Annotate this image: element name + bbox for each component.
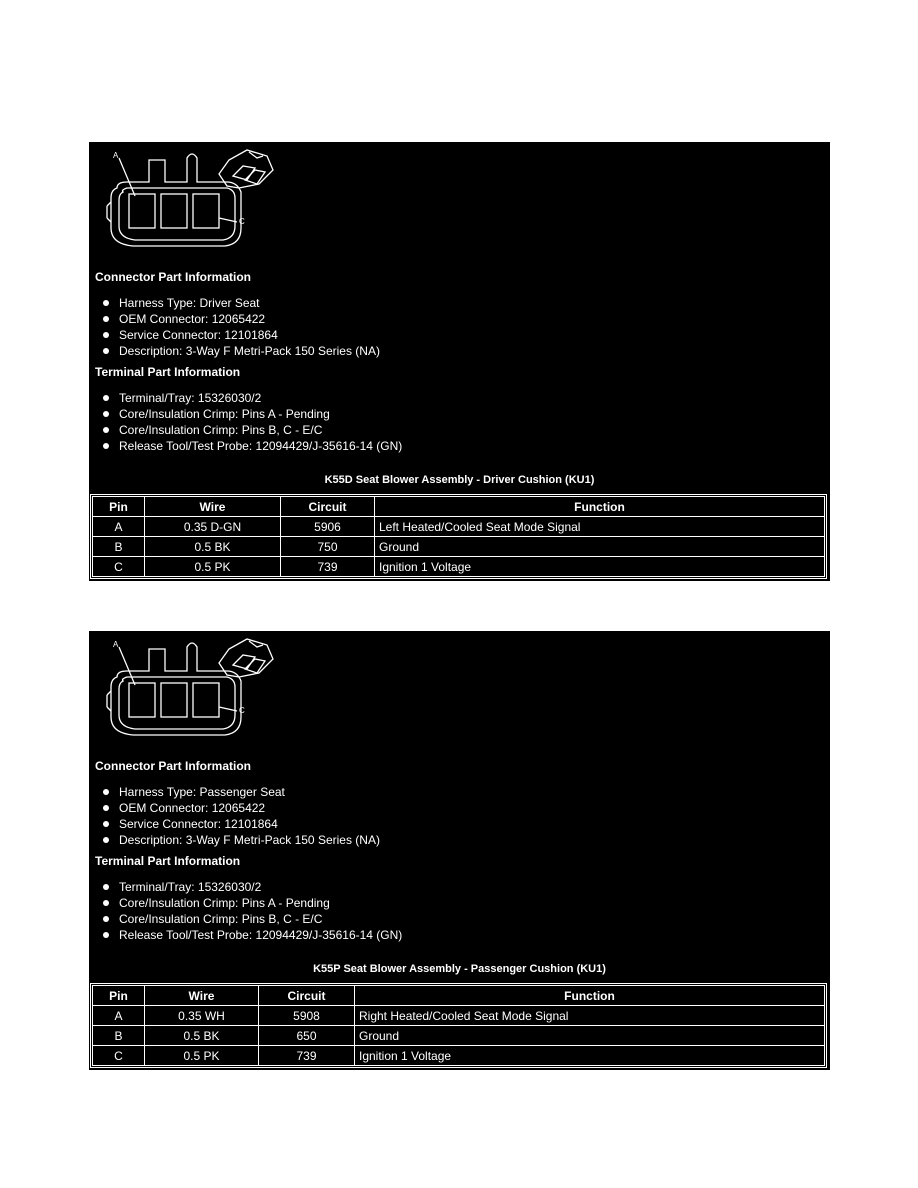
list-item: Core/Insulation Crimp: Pins B, C - E/C xyxy=(101,912,402,928)
column-header: Circuit xyxy=(259,986,355,1006)
list-item: Harness Type: Driver Seat xyxy=(101,296,380,312)
table-row xyxy=(93,1046,825,1066)
circuit-cell: 739 xyxy=(259,1046,355,1066)
function-cell: Ignition 1 Voltage xyxy=(375,557,825,577)
column-header: Pin xyxy=(93,986,145,1006)
table-row xyxy=(93,517,825,537)
terminal-info-list xyxy=(101,391,402,455)
list-item: Service Connector: 12101864 xyxy=(101,328,380,344)
list-item: Core/Insulation Crimp: Pins A - Pending xyxy=(101,896,402,912)
connector-heading: Connector Part Information xyxy=(95,270,252,284)
pin-cell: A xyxy=(93,1006,145,1026)
table-header-row xyxy=(93,497,825,517)
table-row xyxy=(93,537,825,557)
connector-diagram xyxy=(97,146,277,256)
pin-cell: C xyxy=(93,1046,145,1066)
wire-cell: 0.5 BK xyxy=(145,1026,259,1046)
function-cell: Left Heated/Cooled Seat Mode Signal xyxy=(375,517,825,537)
circuit-cell: 650 xyxy=(259,1026,355,1046)
pin-c-label: C xyxy=(239,217,245,226)
pinout-table xyxy=(92,985,825,1066)
pin-a-label: A xyxy=(113,640,119,649)
connector-info-list xyxy=(101,785,380,849)
table-caption: K55P Seat Blower Assembly - Passenger Cushion (KU1) xyxy=(313,963,606,975)
table-caption: K55D Seat Blower Assembly - Driver Cushion (KU1) xyxy=(324,474,595,486)
table-row xyxy=(93,1006,825,1026)
pin-cell: B xyxy=(93,537,145,557)
function-cell: Ignition 1 Voltage xyxy=(355,1046,825,1066)
connector-panel-driver xyxy=(89,142,830,581)
terminal-heading: Terminal Part Information xyxy=(95,365,241,379)
table-header-row xyxy=(93,986,825,1006)
pin-cell: B xyxy=(93,1026,145,1046)
circuit-cell: 5906 xyxy=(281,517,375,537)
circuit-cell: 739 xyxy=(281,557,375,577)
column-header: Function xyxy=(355,986,825,1006)
column-header: Wire xyxy=(145,986,259,1006)
list-item: OEM Connector: 12065422 xyxy=(101,801,380,817)
list-item: Service Connector: 12101864 xyxy=(101,817,380,833)
connector-diagram xyxy=(97,635,277,745)
circuit-cell: 5908 xyxy=(259,1006,355,1026)
function-cell: Ground xyxy=(375,537,825,557)
pin-cell: A xyxy=(93,517,145,537)
column-header: Wire xyxy=(145,497,281,517)
circuit-cell: 750 xyxy=(281,537,375,557)
list-item: Release Tool/Test Probe: 12094429/J-35616-14 (GN) xyxy=(101,439,402,455)
list-item: Core/Insulation Crimp: Pins A - Pending xyxy=(101,407,402,423)
function-cell: Ground xyxy=(355,1026,825,1046)
pin-a-label: A xyxy=(113,151,119,160)
list-item: Core/Insulation Crimp: Pins B, C - E/C xyxy=(101,423,402,439)
list-item: Terminal/Tray: 15326030/2 xyxy=(101,391,402,407)
wire-cell: 0.35 D-GN xyxy=(145,517,281,537)
connector-panel-passenger xyxy=(89,631,830,1070)
list-item: Harness Type: Passenger Seat xyxy=(101,785,380,801)
pinout-table xyxy=(92,496,825,577)
pin-cell: C xyxy=(93,557,145,577)
function-cell: Right Heated/Cooled Seat Mode Signal xyxy=(355,1006,825,1026)
table-row xyxy=(93,1026,825,1046)
wire-cell: 0.5 PK xyxy=(145,557,281,577)
table-row xyxy=(93,557,825,577)
list-item: Description: 3-Way F Metri-Pack 150 Series (NA) xyxy=(101,833,380,849)
list-item: Terminal/Tray: 15326030/2 xyxy=(101,880,402,896)
wire-cell: 0.5 BK xyxy=(145,537,281,557)
column-header: Function xyxy=(375,497,825,517)
list-item: Description: 3-Way F Metri-Pack 150 Series (NA) xyxy=(101,344,380,360)
pin-c-label: C xyxy=(239,706,245,715)
list-item: OEM Connector: 12065422 xyxy=(101,312,380,328)
connector-info-list xyxy=(101,296,380,360)
column-header: Circuit xyxy=(281,497,375,517)
column-header: Pin xyxy=(93,497,145,517)
connector-heading: Connector Part Information xyxy=(95,759,252,773)
terminal-info-list xyxy=(101,880,402,944)
terminal-heading: Terminal Part Information xyxy=(95,854,241,868)
wire-cell: 0.5 PK xyxy=(145,1046,259,1066)
wire-cell: 0.35 WH xyxy=(145,1006,259,1026)
list-item: Release Tool/Test Probe: 12094429/J-35616-14 (GN) xyxy=(101,928,402,944)
